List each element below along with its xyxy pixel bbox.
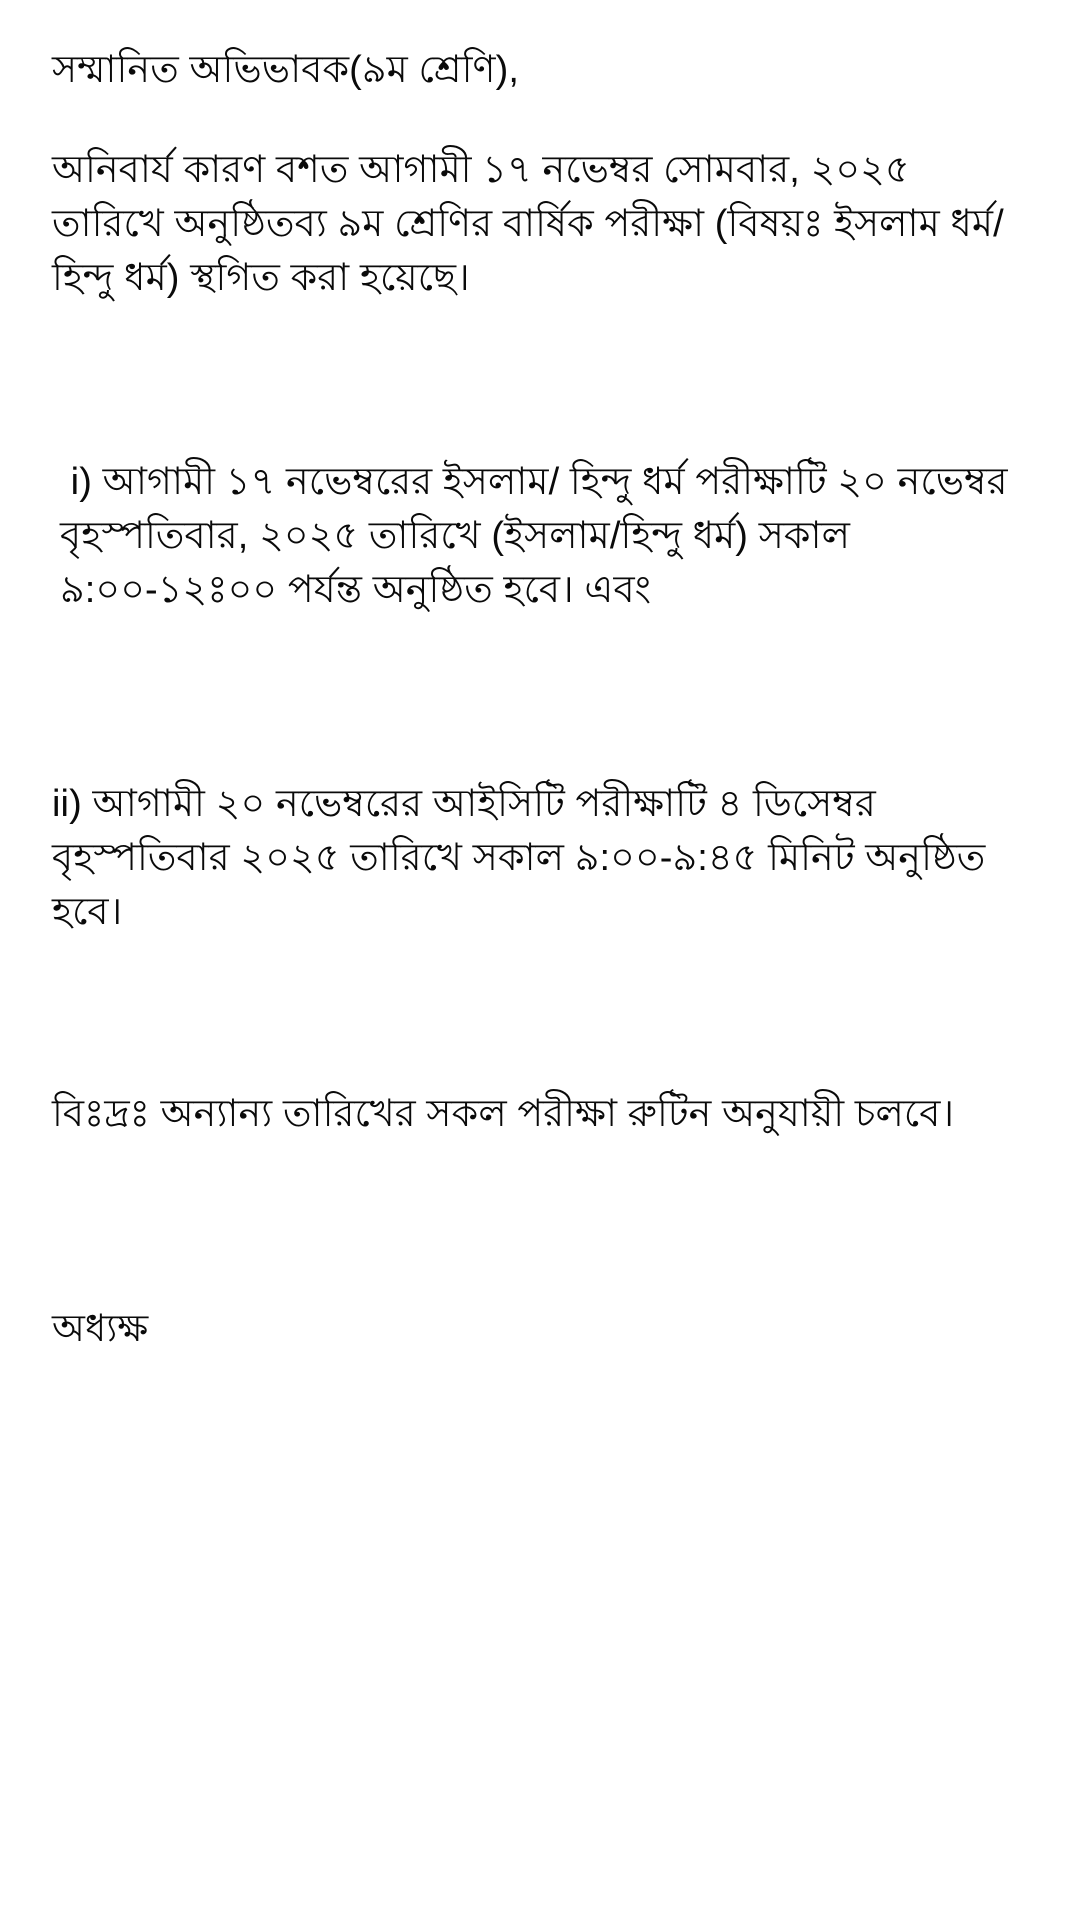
notice-note: বিঃদ্রঃ অন্যান্য তারিখের সকল পরীক্ষা রুটিন অনুযায়ী চলবে। [52,1092,955,1135]
spacer-before-signature [52,1141,1028,1303]
spacer-before-note [52,940,1028,1088]
signature-designation: অধ্যক্ষ [52,1308,149,1351]
salutation-text: সম্মানিত অভিভাবক(৯ম শ্রেণি), [52,49,519,91]
spacer-between-items [52,618,1028,778]
notice-item-2: ii) আগামী ২০ নভেম্বরের আইসিটি পরীক্ষাটি ৪ ডিসেম্বর বৃহস্পতিবার ২০২৫ তারিখে সকাল ৯:০০-৯:৪৫ মিনিট অনুষ্ঠিত হবে। [52,782,997,933]
spacer-after-salutation [52,98,1028,144]
notice-body-paragraph: অনিবার্য কারণ বশত আগামী ১৭ নভেম্বর সোমবার, ২০২৫ তারিখে অনুষ্ঠিতব্য ৯ম শ্রেণির বার্ষিক পরীক্ষা (বিষয়ঃ ইসলাম ধর্ম/হিন্দু ধর্ম) স্থগিত করা হয়েছে। [52,148,1004,299]
spacer-before-item-one [52,306,1028,456]
notice-item-1: i) আগামী ১৭ নভেম্বরের ইসলাম/ হিন্দু ধর্ম পরীক্ষাটি ২০ নভেম্বর বৃহস্পতিবার, ২০২৫ তারিখে (ইসলাম/হিন্দু ধর্ম) সকাল ৯:০০-১২ঃ০০ পর্যন্ত অনুষ্ঠিত হবে। এবং [60,460,1019,611]
